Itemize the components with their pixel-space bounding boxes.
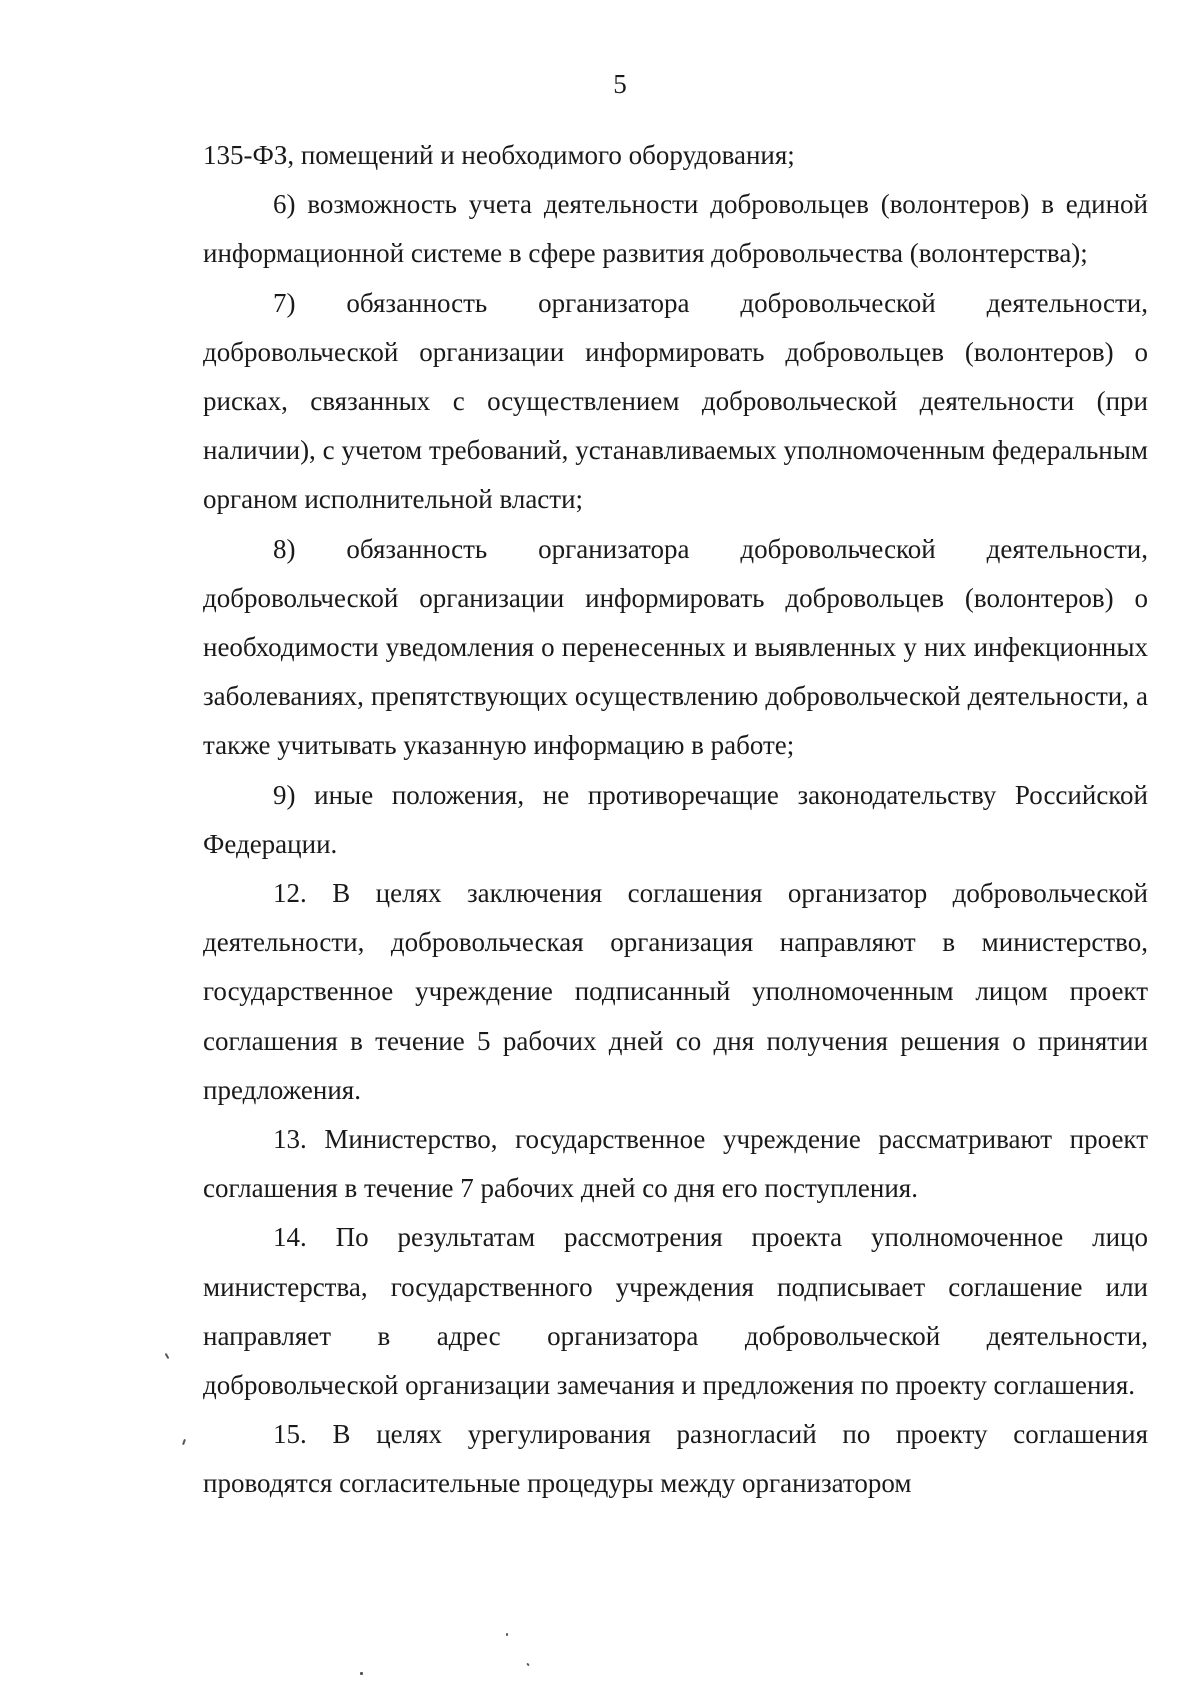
paragraph-clause-14: 14. По результатам рассмотрения проекта уполномоченное лицо министерства, государственного учреждения подписывает соглашение или направляет в адрес организатора добровольческой деятельности, добровольческой организации замечания и предложения по проекту соглашения. (203, 1222, 1148, 1401)
scan-speck (526, 1663, 529, 1667)
document-body (203, 131, 1148, 1509)
paragraph-item-6: 6) возможность учета деятельности добровольцев (волонтеров) в единой информационной системе в сфере развития добровольчества (волонтерства); (203, 189, 1148, 269)
scan-speck (506, 1633, 508, 1636)
paragraph-item-7: 7) обязанность организатора добровольческой деятельности, добровольческой организации информировать добровольцев (волонтеров) о рисках, связанных с осуществлением добровольческой деятельности (при наличии), с учетом требований, устанавливаемых уполномоченным федеральным органом исполнительной власти; (203, 287, 1148, 515)
paragraph-item-9: 9) иные положения, не противоречащие законодательству Российской Федерации. (203, 779, 1148, 859)
scan-speck (360, 1672, 363, 1675)
paragraph-clause-15: 15. В целях урегулирования разногласий по проекту соглашения проводятся согласительные процедуры между организатором (203, 1419, 1148, 1499)
paragraph-clause-13: 13. Министерство, государственное учреждение рассматривают проект соглашения в течение 7 рабочих дней со дня его поступления. (203, 1124, 1148, 1204)
paragraph-continuation: 135-ФЗ, помещений и необходимого оборудования; (203, 140, 795, 170)
paragraph-item-8: 8) обязанность организатора добровольческой деятельности, добровольческой организации информировать добровольцев (волонтеров) о необходимости уведомления о перенесенных и выявленных у них инфекционных заболеваниях, препятствующих осуществлению добровольческой деятельности, а также учитывать указанную информацию в работе; (203, 533, 1148, 761)
scan-speck (165, 1353, 170, 1359)
page-number: 5 (613, 69, 627, 99)
scan-speck (182, 1439, 186, 1445)
paragraph-clause-12: 12. В целях заключения соглашения организатор добровольческой деятельности, добровольческая организация направляют в министерство, государственное учреждение подписанный уполномоченным лицом проект соглашения в течение 5 рабочих дней со дня получения решения о принятии предложения. (203, 878, 1148, 1105)
